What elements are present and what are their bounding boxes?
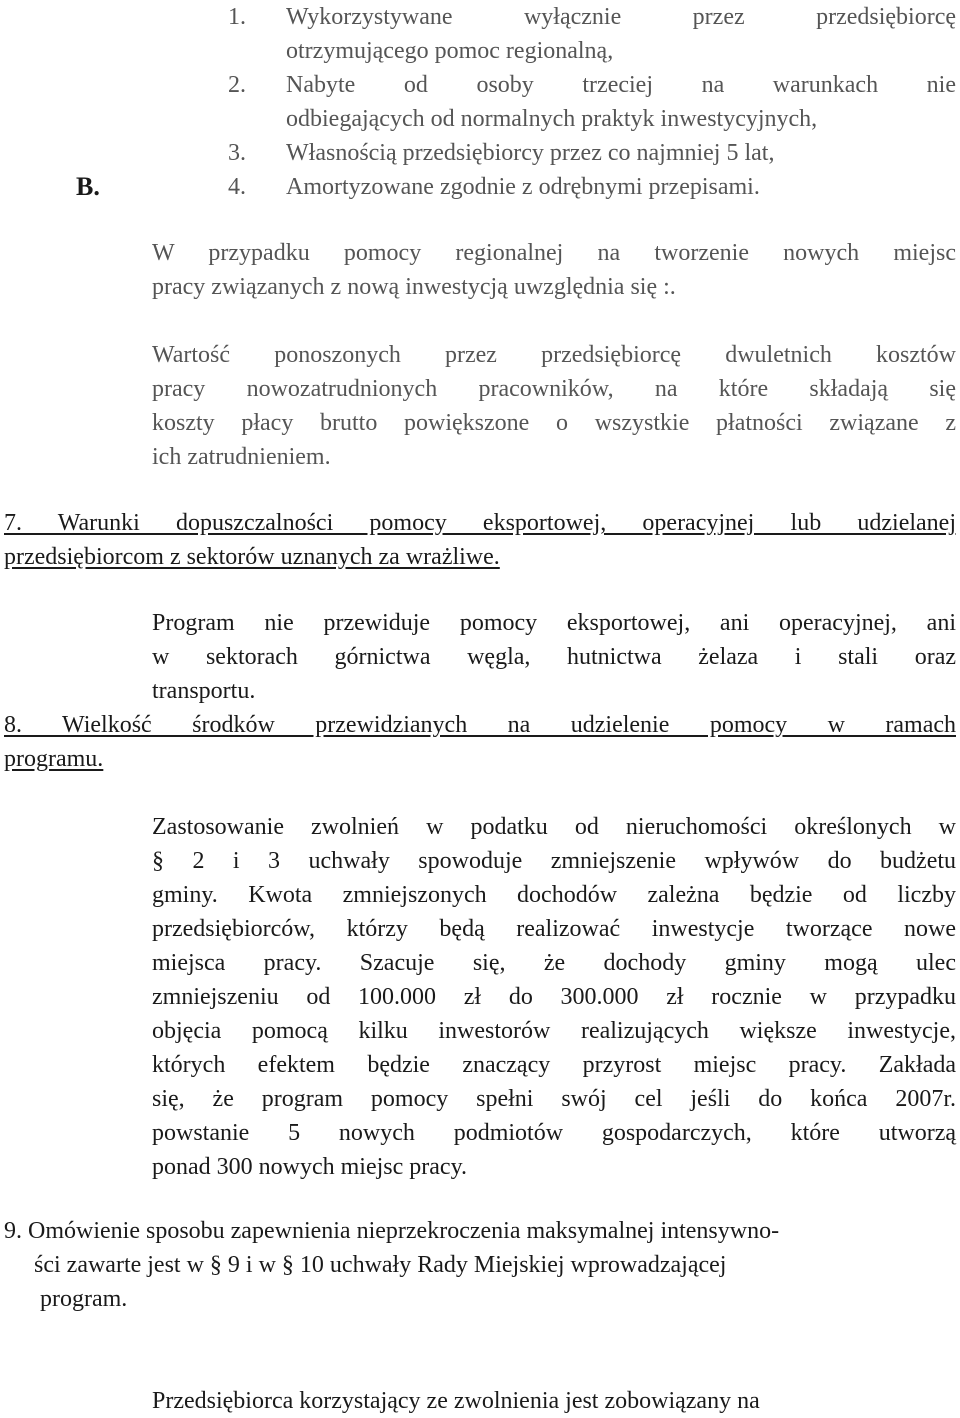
- section-9-paragraph: 9. Omówienie sposobu zapewnienia nieprzekroczenia maksymalnej intensywno- ści zawarte jest w § 9 i w § 10 uchwały Rady Miejskiej wprowadzającej program.: [4, 1218, 780, 1312]
- list-item: [228, 68, 956, 136]
- list-item-text: odbiegających od normalnych praktyk inwestycyjnych,: [286, 106, 818, 132]
- section-sign-icon: §: [209, 1252, 222, 1278]
- numbered-list: [228, 0, 956, 204]
- section-7-heading: 7. Warunki dopuszczalności pomocy eksportowej, operacyjnej lub udzielanej przedsiębiorcom z sektorów uznanych za wrażliwe.: [4, 510, 956, 570]
- list-item: [228, 170, 956, 204]
- section-b-text: W przypadku pomocy regionalnej na tworzenie nowych miejsc pracy związanych z nową inwestycją uwzględnia się :.: [152, 240, 956, 300]
- list-number: 2.: [228, 72, 246, 98]
- section-b-label: B.: [76, 172, 100, 201]
- list-item-text: Wykorzystywane wyłącznie przez przedsiębiorcę: [286, 4, 956, 30]
- list-item: [228, 136, 956, 170]
- program-paragraph: Program nie przewiduje pomocy eksportowej, ani operacyjnej, ani w sektorach górnictwa węgla, hutnictwa żelaza i stali oraz transportu.: [152, 610, 956, 704]
- list-item-text: Amortyzowane zgodnie z odrębnymi przepisami.: [286, 174, 760, 200]
- list-number: 3.: [228, 140, 246, 166]
- list-number: 1.: [228, 4, 246, 30]
- section-sign-icon: §: [281, 1252, 294, 1278]
- final-paragraph: Przedsiębiorca korzystający ze zwolnienia jest zobowiązany na: [152, 1388, 760, 1414]
- list-number: 4.: [228, 174, 246, 200]
- wages-paragraph: Wartość ponoszonych przez przedsiębiorcę dwuletnich kosztów pracy nowozatrudnionych pracowników, na które składają się koszty płacy brutto powiększone o wszystkie płatności związane z ich zatrudnieniem.: [152, 342, 956, 470]
- list-item-text: Nabyte od osoby trzeciej na warunkach nie: [286, 72, 956, 98]
- section-sign-icon: §: [152, 848, 193, 874]
- budget-impact-paragraph: Zastosowanie zwolnień w podatku od nieruchomości określonych w § 2 i 3 uchwały spowoduje zmniejszenie wpływów do budżetu gminy. Kwota zmniejszonych dochodów zależna będzie od liczby przedsiębiorców, którzy będą realizować inwestycje tworzące nowe miejsca pracy. Szacuje się, że dochody gminy mogą ulec zmniejszeniu od 100.000 zł do 300.000 zł rocznie w przypadku objęcia pomocą kilku inwestorów realizujących większe inwestycje, których efektem będzie znaczący przyrost miejsc pracy. Zakłada się, że program pomocy spełni swój cel jeśli do końca 2007r. powstanie 5 nowych podmiotów gospodarczych, które utworzą ponad 300 nowych miejsc pracy.: [152, 814, 957, 1180]
- list-item-text: Własnością przedsiębiorcy przez co najmniej 5 lat,: [286, 140, 775, 166]
- list-item-text: otrzymującego pomoc regionalną,: [286, 38, 614, 64]
- section-8-heading: 8. Wielkość środków przewidzianych na udzielenie pomocy w ramach programu.: [4, 712, 956, 772]
- list-item: [228, 0, 956, 68]
